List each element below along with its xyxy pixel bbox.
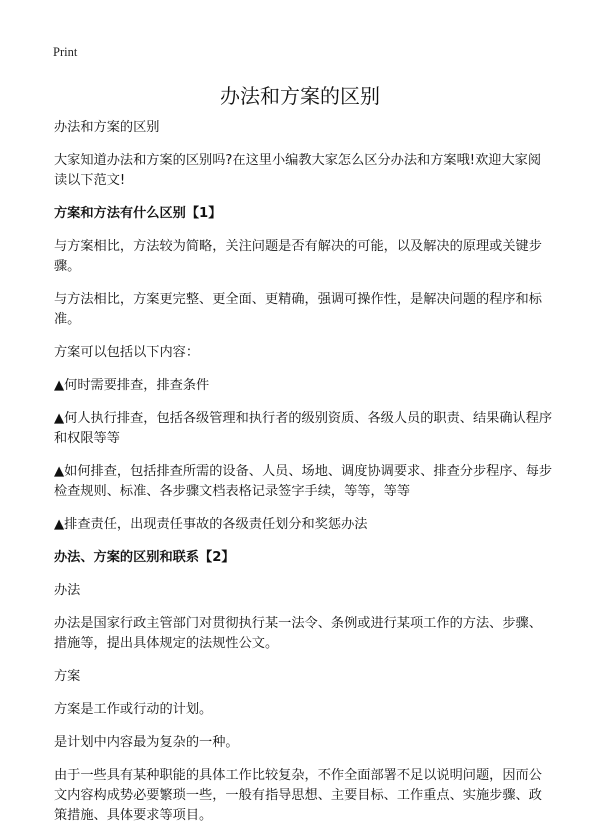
section1-paragraph-3: 方案可以包括以下内容： (54, 345, 200, 360)
section2-heading: 办法、方案的区别和联系【2】 (54, 550, 235, 565)
bullet-item-4: ▲排查责任，出现责任事故的各级责任划分和奖惩办法 (54, 517, 368, 532)
bullet-item-3: ▲如何排查，包括排查所需的设备、人员、场地、调度协调要求、排查分步程序、每步检查规则、标准、各步骤文档表格记录签字手续，等等，等等 (54, 464, 553, 499)
bullet-item-1: ▲何时需要排查，排查条件 (54, 378, 210, 393)
intro-paragraph: 大家知道办法和方案的区别吗?在这里小编教大家怎么区分办法和方案哦!欢迎大家阅读以下范文! (54, 153, 542, 188)
print-label: Print (53, 45, 78, 59)
section2-label-method: 办法 (54, 583, 81, 598)
bullet-item-2: ▲何人执行排查，包括各级管理和执行者的级别资质、各级人员的职责、结果确认程序和权限等等 (54, 411, 553, 446)
section1-heading: 方案和方法有什么区别【1】 (54, 206, 222, 221)
section2-label-plan: 方案 (54, 669, 81, 684)
section2-paragraph-4: 由于一些具有某种职能的具体工作比较复杂，不作全面部署不足以说明问题，因而公文内容构成势必要繁琐一些，一般有指导思想、主要目标、工作重点、实施步骤、政策措施、具体要求等项目。 (54, 768, 542, 823)
section1-paragraph-1: 与方案相比，方法较为简略，关注问题是否有解决的可能，以及解决的原理或关键步骤。 (54, 239, 542, 274)
section2-paragraph-3: 是计划中内容最为复杂的一种。 (54, 735, 239, 750)
section2-paragraph-1: 办法是国家行政主管部门对贯彻执行某一法令、条例或进行某项工作的方法、步骤、措施等，提出具体规定的法规性公文。 (54, 616, 542, 651)
document-title: 办法和方案的区别 (220, 84, 380, 108)
section1-paragraph-2: 与方法相比，方案更完整、更全面、更精确，强调可操作性，是解决问题的程序和标准。 (54, 292, 542, 327)
document-subtitle: 办法和方案的区别 (54, 120, 160, 135)
document-body (54, 118, 554, 839)
section2-paragraph-2: 方案是工作或行动的计划。 (54, 702, 213, 717)
